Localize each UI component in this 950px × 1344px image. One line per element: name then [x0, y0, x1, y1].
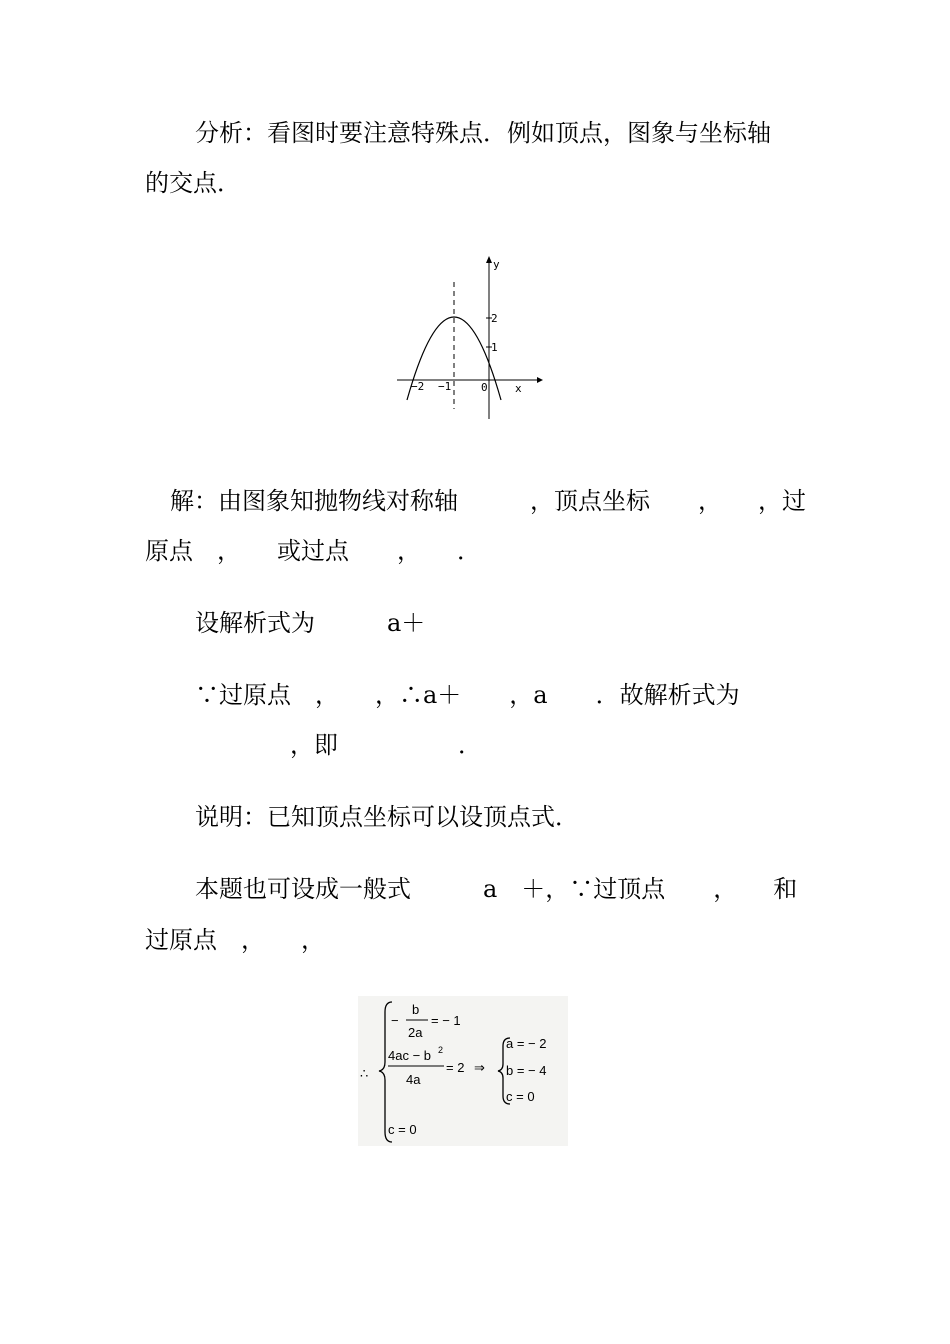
solution-line-2: 原点 ， 或过点 ， ． — [145, 537, 481, 565]
note-line-3: 过原点 ， ， — [145, 926, 325, 954]
eq2-numerator: 4ac − b — [388, 1048, 432, 1063]
x-axis-arrow — [537, 377, 543, 383]
equation-system — [358, 996, 568, 1146]
eq2-rhs: = 2 — [446, 1060, 465, 1075]
therefore-symbol: ∴ — [360, 1066, 369, 1081]
analysis-line-1: 分析：看图时要注意特殊点．例如顶点，图象与坐标轴 — [195, 119, 771, 147]
solution-line-3: 设解析式为 a＋ — [195, 609, 426, 637]
origin-label: 0 — [481, 381, 488, 394]
x-axis-label: x — [515, 382, 522, 395]
solution-line-5: ，即 ． — [290, 731, 482, 759]
y-tick-2-label: 2 — [491, 312, 498, 325]
eq2-denominator: 4a — [406, 1072, 421, 1087]
note-line-1: 说明：已知顶点坐标可以设顶点式． — [195, 803, 579, 831]
x-tick-neg2-label: −2 — [411, 380, 425, 393]
implies-symbol: ⇒ — [474, 1060, 485, 1075]
x-tick-neg1-label: −1 — [438, 380, 452, 393]
y-axis-arrow — [486, 256, 492, 263]
eq3: c = 0 — [388, 1122, 417, 1137]
eq1-denominator: 2a — [408, 1025, 423, 1040]
eq2-superscript: 2 — [438, 1045, 444, 1055]
solution-line-4: ∵过原点 ， ，∴a＋ ，a ．故解析式为 — [195, 681, 740, 709]
solution-line-1: 解：由图象知抛物线对称轴 ，顶点坐标 ， ，过 — [170, 487, 806, 515]
result-b: b = − 4 — [506, 1063, 547, 1078]
eq1-numerator: b — [412, 1002, 420, 1017]
y-axis-label: y — [493, 258, 500, 271]
eq1-rhs: = − 1 — [431, 1013, 461, 1028]
parabola-graph — [395, 252, 545, 424]
result-a: a = − 2 — [506, 1036, 547, 1051]
note-line-2: 本题也可设成一般式 a ＋，∵过顶点 ， 和 — [195, 875, 798, 903]
analysis-line-2: 的交点． — [145, 169, 241, 197]
eq1-minus: − — [391, 1013, 399, 1028]
y-tick-1-label: 1 — [491, 341, 498, 354]
result-c: c = 0 — [506, 1089, 535, 1104]
